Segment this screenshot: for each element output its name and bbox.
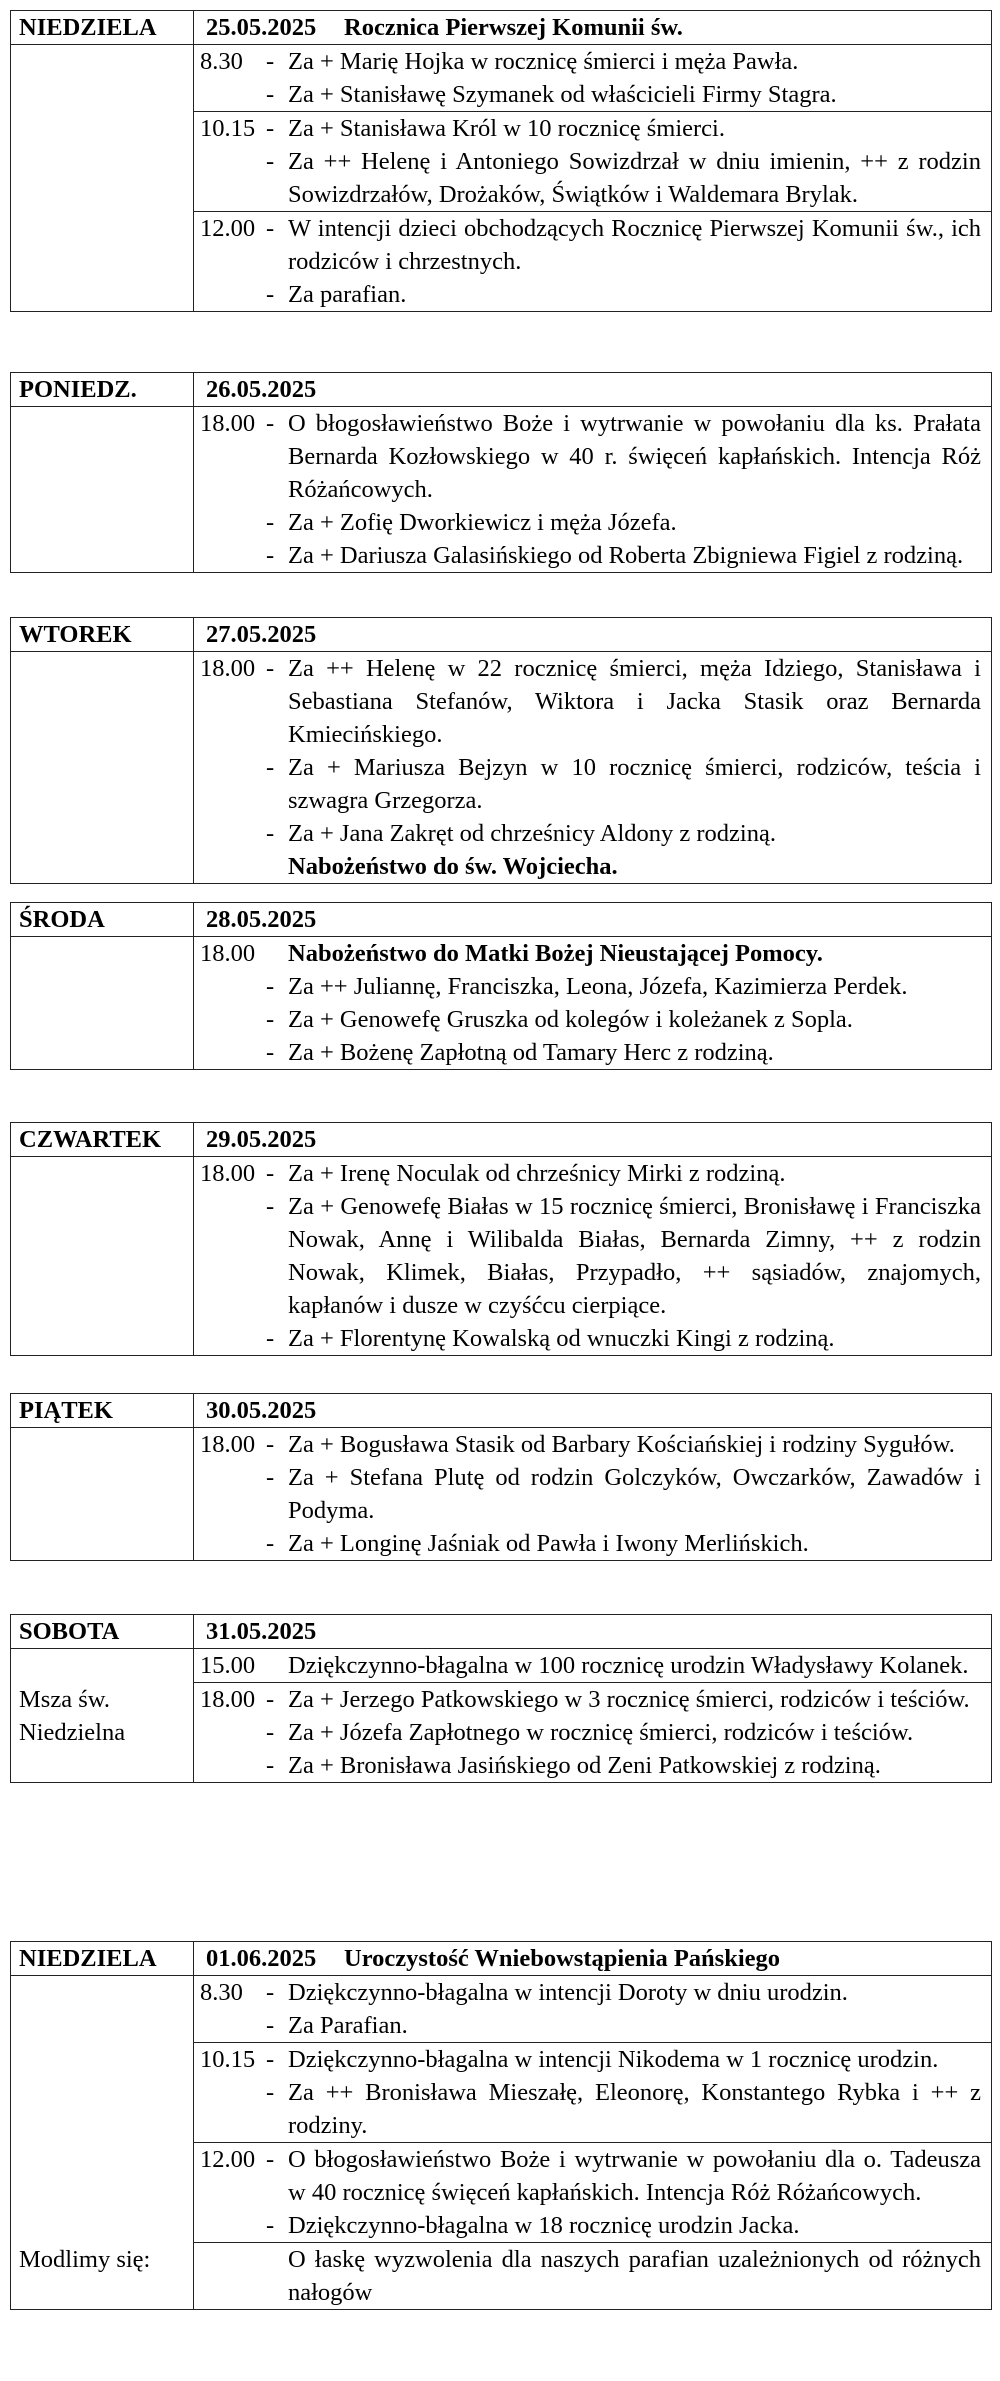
mass-intention: [194, 937, 991, 970]
dash-marker: -: [266, 1431, 275, 1458]
intention-text: Za + Józefa Zapłotnego w rocznicę śmierci, rodziców i teściów.: [288, 1719, 914, 1746]
day-block: [10, 1122, 992, 1356]
day-name: PONIEDZ.: [11, 373, 194, 407]
dash-marker: -: [266, 1979, 275, 2006]
intention-text: Za + Stefana Plutę od rodzin Golczyków, Owczarków, Zawadów i Podyma.: [288, 1464, 981, 1524]
intention-text: Nabożeństwo do Matki Bożej Nieustającej Pomocy.: [288, 940, 823, 967]
mass-intention: [194, 1749, 991, 1782]
mass-time: 10.15: [200, 2046, 256, 2073]
intentions-group: [194, 1157, 992, 1356]
intentions-group: [194, 1649, 992, 1683]
side-label: [11, 937, 194, 1070]
mass-time: [194, 278, 266, 311]
intention-text: Dziękczynno-błagalna w intencji Doroty w dniu urodzin.: [288, 1979, 848, 2006]
intentions-group: [194, 1683, 992, 1783]
dash-marker: -: [266, 148, 275, 175]
mass-time: [194, 2209, 266, 2242]
mass-intention: [194, 1649, 991, 1682]
day-block: [10, 1393, 992, 1561]
dash-marker: -: [266, 1006, 275, 1033]
mass-time: 18.00: [200, 1431, 256, 1458]
dash-marker: -: [266, 754, 275, 781]
mass-time: [194, 1716, 266, 1749]
day-header: [194, 373, 992, 407]
dash-marker: -: [266, 1530, 275, 1557]
mass-time: 8.30: [200, 1979, 243, 2006]
side-label: [11, 112, 194, 212]
intentions-group: [194, 2243, 992, 2310]
mass-time: [194, 1322, 266, 1355]
mass-time: [194, 2076, 266, 2142]
intentions-group: [194, 652, 992, 884]
dash-marker: -: [266, 115, 275, 142]
side-label: [11, 212, 194, 312]
day-header: [194, 11, 992, 45]
day-block: [10, 902, 992, 1070]
intentions-group: [194, 112, 992, 212]
dash-marker: -: [266, 2079, 275, 2106]
mass-time: [194, 1036, 266, 1069]
day-header: [194, 1394, 992, 1428]
day-block: [10, 10, 992, 312]
day-block: [10, 1941, 992, 2310]
mass-intention: [194, 1428, 991, 1461]
day-date: 29.05.2025: [206, 1126, 317, 1153]
intentions-group: [194, 407, 992, 573]
mass-intention: [194, 1036, 991, 1069]
mass-time: 12.00: [200, 215, 256, 242]
dash-marker: -: [266, 1160, 275, 1187]
side-label: [11, 407, 194, 573]
intention-text: Za + Longinę Jaśniak od Pawła i Iwony Merlińskich.: [288, 1530, 809, 1557]
dash-marker: [266, 1649, 288, 1682]
intention-text: Za + Bogusława Stasik od Barbary Kościańskiej i rodziny Sygułów.: [288, 1431, 955, 1458]
mass-time: 18.00: [200, 655, 256, 682]
intention-text: Dziękczynno-błagalna w 18 rocznicę urodzin Jacka.: [288, 2212, 800, 2239]
mass-intention: [194, 850, 991, 883]
mass-intention: [194, 970, 991, 1003]
mass-time: [194, 1527, 266, 1560]
prayer-note: O łaskę wyzwolenia dla naszych parafian uzależnionych od różnych nałogów: [288, 2246, 981, 2306]
day-header: [194, 903, 992, 937]
intention-text: Za + Irenę Noculak od chrześnicy Mirki z rodziną.: [288, 1160, 786, 1187]
mass-time: 18.00: [200, 1686, 256, 1713]
day-header: [194, 1615, 992, 1649]
mass-time: [194, 751, 266, 817]
dash-marker: -: [266, 1039, 275, 1066]
intention-text: O błogosławieństwo Boże i wytrwanie w powołaniu dla ks. Prałata Bernarda Kozłowskiego w 40 r. święceń kapłańskich. Intencja Róż Różańcowych.: [288, 410, 981, 503]
intention-text: Za ++ Bronisława Mieszałę, Eleonorę, Konstantego Rybka i ++ z rodziny.: [288, 2079, 981, 2139]
intention-text: Za + Jana Zakręt od chrześnicy Aldony z rodziną.: [288, 820, 776, 847]
mass-time: [194, 2009, 266, 2042]
dash-marker: -: [266, 820, 275, 847]
mass-intention: [194, 751, 991, 817]
mass-intention: [194, 278, 991, 311]
mass-time: [194, 970, 266, 1003]
mass-time: [194, 1461, 266, 1527]
mass-time: [194, 817, 266, 850]
dash-marker: -: [266, 509, 275, 536]
intention-text: Za + Stanisława Król w 10 rocznicę śmierci.: [288, 115, 725, 142]
dash-marker: -: [266, 973, 275, 1000]
mass-intention: [194, 2143, 991, 2209]
side-label: [11, 1649, 194, 1683]
mass-intention: [194, 506, 991, 539]
intention-text: Za ++ Juliannę, Franciszka, Leona, Józefa, Kazimierza Perdek.: [288, 973, 908, 1000]
mass-intention: [194, 539, 991, 572]
dash-marker: -: [266, 1325, 275, 1352]
mass-intention: [194, 1322, 991, 1355]
dash-marker: -: [266, 1464, 275, 1491]
dash-marker: [266, 937, 288, 970]
mass-intention: [194, 1190, 991, 1322]
mass-time: 18.00: [200, 1160, 256, 1187]
dash-marker: -: [266, 655, 275, 682]
side-label: [11, 1157, 194, 1356]
mass-intention: [194, 407, 991, 506]
intention-text: Za + Genowefę Gruszka od kolegów i koleżanek z Sopla.: [288, 1006, 853, 1033]
dash-marker: -: [266, 1719, 275, 1746]
mass-intention: [194, 78, 991, 111]
mass-intention: [194, 1716, 991, 1749]
side-label: [11, 45, 194, 112]
intention-text: Za + Zofię Dworkiewicz i męża Józefa.: [288, 509, 677, 536]
day-date: 28.05.2025: [206, 906, 317, 933]
dash-marker: -: [266, 281, 275, 308]
day-feast: Uroczystość Wniebowstąpienia Pańskiego: [344, 1945, 781, 1972]
intention-text: O błogosławieństwo Boże i wytrwanie w powołaniu dla o. Tadeusza w 40 rocznicę święceń kapłańskich. Intencja Róż Różańcowych.: [288, 2146, 981, 2206]
day-name: SOBOTA: [11, 1615, 194, 1649]
side-label: Msza św. Niedzielna: [11, 1683, 194, 1783]
side-label: [11, 2043, 194, 2143]
intention-text: Za + Genowefę Białas w 15 rocznicę śmierci, Bronisławę i Franciszka Nowak, Annę i Wilibalda Białas, Bernarda Zimny, ++ z rodzin Nowak, Klimek, Białas, Przypadło, ++ sąsiadów, znajomych, kapłanów i dusze w czyśćcu cierpiące.: [288, 1193, 981, 1319]
dash-marker: -: [266, 81, 275, 108]
mass-intention: [194, 652, 991, 751]
day-header: [194, 618, 992, 652]
day-block: [10, 372, 992, 573]
day-date: 25.05.2025: [206, 14, 317, 41]
mass-time: [194, 850, 266, 883]
mass-intention: [194, 1003, 991, 1036]
day-date: 26.05.2025: [206, 376, 317, 403]
intention-text: Za + Bronisława Jasińskiego od Zeni Patkowskiej z rodziną.: [288, 1752, 881, 1779]
mass-time: 15.00: [200, 1652, 256, 1679]
intention-text: Za + Mariusza Bejzyn w 10 rocznicę śmierci, rodziców, teścia i szwagra Grzegorza.: [288, 754, 981, 814]
dash-marker: [266, 850, 288, 883]
mass-time: 12.00: [200, 2146, 256, 2173]
intention-text: Dziękczynno-błagalna w intencji Nikodema w 1 rocznicę urodzin.: [288, 2046, 939, 2073]
dash-marker: -: [266, 2046, 275, 2073]
dash-marker: -: [266, 410, 275, 437]
side-label: [11, 1428, 194, 1561]
day-name: PIĄTEK: [11, 1394, 194, 1428]
day-name: CZWARTEK: [11, 1123, 194, 1157]
day-name: NIEDZIELA: [11, 11, 194, 45]
intention-text: Dziękczynno-błagalna w 100 rocznicę urodzin Władysławy Kolanek.: [288, 1652, 969, 1679]
intention-text: Za Parafian.: [288, 2012, 408, 2039]
mass-time: [194, 1003, 266, 1036]
mass-intention: [194, 1527, 991, 1560]
mass-time: [194, 539, 266, 572]
mass-time: 18.00: [200, 940, 256, 967]
mass-intention: [194, 1976, 991, 2009]
mass-time: 10.15: [200, 115, 256, 142]
day-date: 01.06.2025: [206, 1945, 317, 1972]
intentions-group: [194, 2043, 992, 2143]
intention-text: Za + Dariusza Galasińskiego od Roberta Zbigniewa Figiel z rodziną.: [288, 542, 964, 569]
mass-intention: [194, 817, 991, 850]
mass-intention: [194, 145, 991, 211]
intention-text: Nabożeństwo do św. Wojciecha.: [288, 853, 618, 880]
dash-marker: -: [266, 1752, 275, 1779]
mass-time: [194, 145, 266, 211]
mass-time: [194, 1190, 266, 1322]
dash-marker: -: [266, 2012, 275, 2039]
mass-intention: [194, 212, 991, 278]
day-header: [194, 1942, 992, 1976]
mass-time: 18.00: [200, 410, 256, 437]
mass-time: [194, 506, 266, 539]
dash-marker: -: [266, 542, 275, 569]
dash-marker: -: [266, 48, 275, 75]
mass-time: [194, 78, 266, 111]
side-label: [11, 1976, 194, 2043]
day-block: [10, 617, 992, 884]
intentions-group: [194, 1976, 992, 2043]
mass-intention: [194, 112, 991, 145]
day-header: [194, 1123, 992, 1157]
mass-intention: [194, 2209, 991, 2242]
mass-intention: [194, 2076, 991, 2142]
mass-intention: [194, 1683, 991, 1716]
mass-time: [194, 1749, 266, 1782]
day-date: 31.05.2025: [206, 1618, 317, 1645]
intentions-group: [194, 937, 992, 1070]
intention-text: Za ++ Helenę w 22 rocznicę śmierci, męża Idziego, Stanisława i Sebastiana Stefanów, Wiktora i Jacka Stasik oraz Bernarda Kmiecińskiego.: [288, 655, 981, 748]
day-name: ŚRODA: [11, 903, 194, 937]
intention-text: Za parafian.: [288, 281, 407, 308]
intention-text: Za + Florentynę Kowalską od wnuczki Kingi z rodziną.: [288, 1325, 835, 1352]
day-feast: Rocznica Pierwszej Komunii św.: [344, 14, 683, 41]
intention-text: W intencji dzieci obchodzących Rocznicę Pierwszej Komunii św., ich rodziców i chrzestnych.: [288, 215, 981, 275]
intention-text: Za + Bożenę Zapłotną od Tamary Herc z rodziną.: [288, 1039, 774, 1066]
intention-text: Za + Marię Hojka w rocznicę śmierci i męża Pawła.: [288, 48, 799, 75]
day-name: NIEDZIELA: [11, 1942, 194, 1976]
day-name: WTOREK: [11, 618, 194, 652]
dash-marker: -: [266, 215, 275, 242]
mass-time: 8.30: [200, 48, 243, 75]
intentions-group: [194, 45, 992, 112]
intentions-group: [194, 1428, 992, 1561]
intention-text: Za + Stanisławę Szymanek od właścicieli Firmy Stagra.: [288, 81, 837, 108]
day-date: 27.05.2025: [206, 621, 317, 648]
mass-intention: [194, 2009, 991, 2042]
dash-marker: -: [266, 2146, 275, 2173]
side-label: Modlimy się:: [11, 2243, 194, 2310]
mass-intention: [194, 2043, 991, 2076]
intention-text: Za + Jerzego Patkowskiego w 3 rocznicę śmierci, rodziców i teściów.: [288, 1686, 970, 1713]
day-block: [10, 1614, 992, 1783]
intention-text: Za ++ Helenę i Antoniego Sowizdrzał w dniu imienin, ++ z rodzin Sowizdrzałów, Drożaków, Świątków i Waldemara Brylak.: [288, 148, 981, 208]
dash-marker: -: [266, 1686, 275, 1713]
side-label: [11, 652, 194, 884]
dash-marker: -: [266, 2212, 275, 2239]
intentions-group: [194, 212, 992, 312]
side-label: [11, 2143, 194, 2243]
mass-intention: [194, 1461, 991, 1527]
mass-intention: [194, 1157, 991, 1190]
dash-marker: -: [266, 1193, 275, 1220]
mass-intention: [194, 45, 991, 78]
day-date: 30.05.2025: [206, 1397, 317, 1424]
intentions-group: [194, 2143, 992, 2243]
